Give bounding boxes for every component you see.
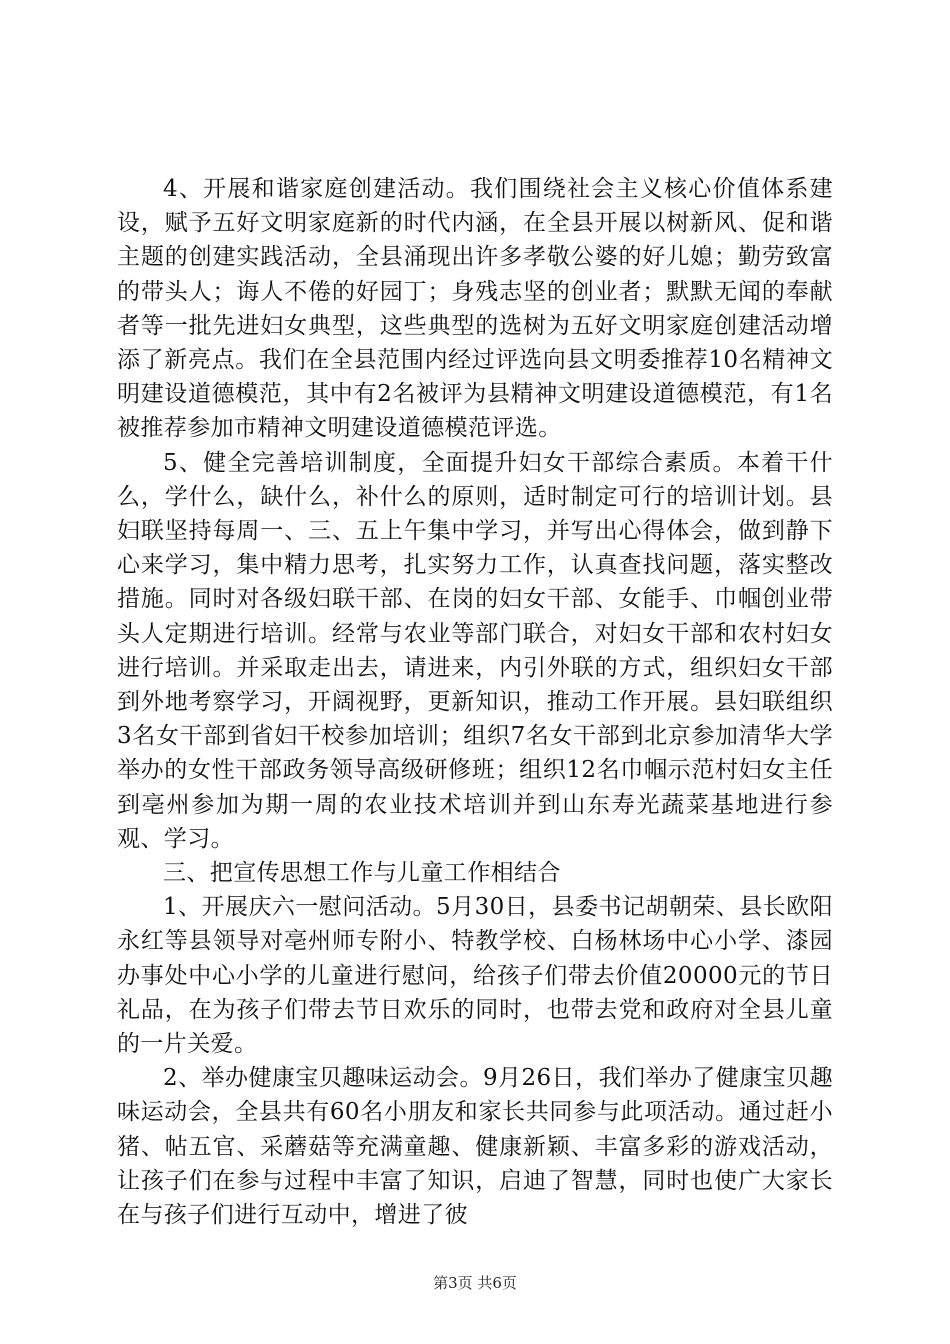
page-number-footer: 第3页 共6页 (433, 1274, 517, 1292)
paragraph-family-harmony: 4、开展和谐家庭创建活动。我们围绕社会主义核心价值体系建设，赋予五好文明家庭新的时代内涵，在全县开展以树新风、促和谐主题的创建实践活动，全县涌现出许多孝敬公婆的好儿媳；勤劳致富的带头人；诲人不倦的好园丁；身残志坚的创业者；默默无闻的奉献者等一批先进妇女典型，这些典型的选树为五好文明家庭创建活动增添了新亮点。我们在全县范围内经过评选向县文明委推荐10名精神文明建设道德模范，其中有2名被评为县精神文明建设道德模范，有1名被推荐参加市精神文明建设道德模范评选。 (117, 176, 833, 442)
document-body (117, 172, 833, 1232)
paragraph-sports-meet: 2、举办健康宝贝趣味运动会。9月26日，我们举办了健康宝贝趣味运动会，全县共有60名小朋友和家长共同参与此项活动。通过赶小猪、帖五官、采蘑菇等充满童趣、健康新颖、丰富多彩的游戏活动，让孩子们在参与过程中丰富了知识，启迪了智慧，同时也使广大家长在与孩子们进行互动中，增进了彼 (117, 1065, 833, 1229)
paragraph-childrens-day: 1、开展庆六一慰问活动。5月30日，县委书记胡朝荣、县长欧阳永红等县领导对亳州师专附小、特教学校、白杨林场中心小学、漆园办事处中心小学的儿童进行慰问，给孩子们带去价值20000元的节日礼品，在为孩子们带去节日欢乐的同时，也带去党和政府对全县儿童的一片关爱。 (117, 894, 833, 1058)
paragraph-training-system: 5、健全完善培训制度，全面提升妇女干部综合素质。本着干什么，学什么，缺什么，补什么的原则，适时制定可行的培训计划。县妇联坚持每周一、三、五上午集中学习，并写出心得体会，做到静下心来学习，集中精力思考，扎实努力工作，认真查找问题，落实整改措施。同时对各级妇联干部、在岗的妇女干部、女能手、巾帼创业带头人定期进行培训。经常与农业等部门联合，对妇女干部和农村妇女进行培训。并采取走出去，请进来，内引外联的方式，组织妇女干部到外地考察学习，开阔视野，更新知识，推动工作开展。县妇联组织3名女干部到省妇干校参加培训；组织7名女干部到北京参加清华大学举办的女性干部政务领导高级研修班；组织12名巾帼示范村妇女主任到亳州参加为期一周的农业技术培训并到山东寿光蔬菜基地进行参观、学习。 (117, 449, 833, 852)
section-heading-children-work: 三、把宣传思想工作与儿童工作相结合 (163, 860, 561, 887)
